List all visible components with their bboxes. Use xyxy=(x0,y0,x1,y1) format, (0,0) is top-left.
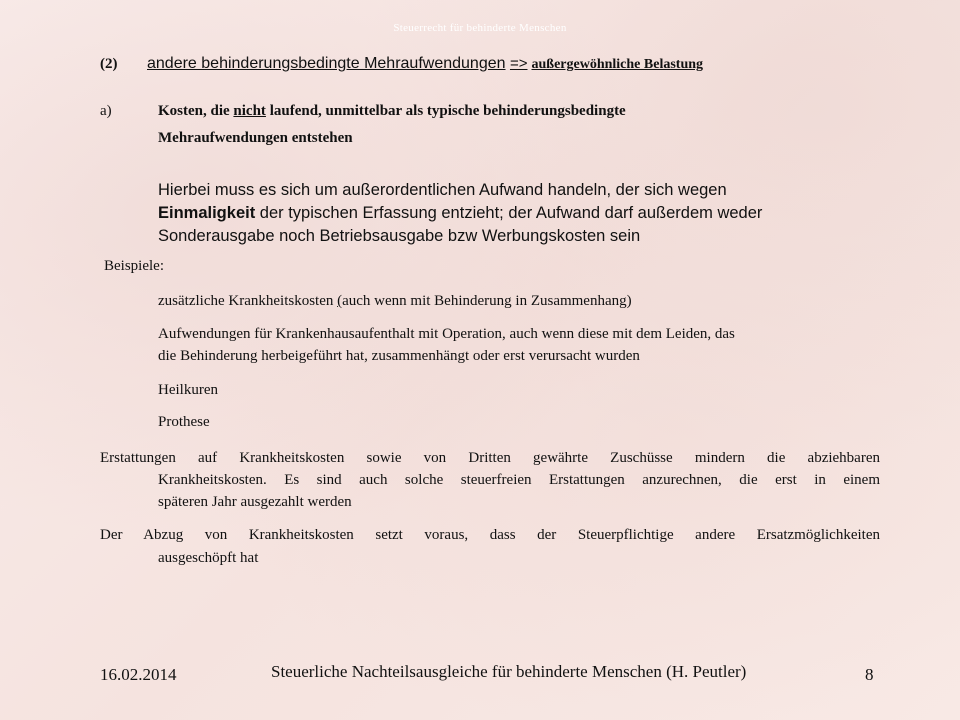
section-heading xyxy=(100,55,870,73)
subsection-title-line-1 xyxy=(158,103,626,120)
note-1-line-3: späteren Jahr ausgezahlt werden xyxy=(158,494,352,510)
note-2-line-2: ausgeschöpft hat xyxy=(158,550,259,566)
note-2-line-1: Der Abzug von Krankheitskosten setzt voraus, dass der Steuerpflichtige andere Ersatzmöglichkeiten xyxy=(100,527,880,543)
paragraph-line-1: Hierbei muss es sich um außerordentlichen Aufwand handeln, der sich wegen xyxy=(158,181,727,199)
heading-result-text: außergewöhnliche Belastung xyxy=(531,57,704,72)
paragraph-text: der typischen Erfassung entzieht; der Aufwand darf außerdem weder xyxy=(255,204,763,222)
paragraph-bold-term: Einmaligkeit xyxy=(158,204,256,222)
example-paren: ( xyxy=(337,293,343,309)
slide-header-text: Steuerrecht für behinderte Menschen xyxy=(393,22,567,34)
subsection-title-part: laufend, unmittelbar als typische behinderungsbedingte xyxy=(265,103,626,119)
example-text: zusätzliche Krankheitskosten xyxy=(158,293,338,309)
heading-arrow: => xyxy=(509,55,528,72)
example-item-3: Heilkuren xyxy=(158,382,218,398)
example-item-1 xyxy=(158,293,632,310)
footer-date: 16.02.2014 xyxy=(100,665,177,684)
subsection-label: a) xyxy=(100,103,112,119)
example-item-2-line-2: die Behinderung herbeigeführt hat, zusammenhängt oder erst verursacht wurden xyxy=(158,348,640,364)
example-item-4: Prothese xyxy=(158,414,210,430)
heading-number: (2) xyxy=(100,56,118,72)
footer-page-number: 8 xyxy=(865,665,874,684)
paragraph-line-2 xyxy=(158,204,762,223)
example-text: auch wenn mit Behinderung in Zusammenhang) xyxy=(342,293,632,309)
footer-title: Steuerliche Nachteilsausgleiche für behinderte Menschen (H. Peutler) xyxy=(271,662,747,681)
example-item-2-line-1: Aufwendungen für Krankenhausaufenthalt mit Operation, auch wenn diese mit dem Leiden, das xyxy=(158,326,735,342)
note-1-line-2: Krankheitskosten. Es sind auch solche steuerfreien Erstattungen anzurechnen, die erst in einem xyxy=(158,472,880,488)
paragraph-line-3: Sonderausgabe noch Betriebsausgabe bzw Werbungskosten sein xyxy=(158,227,641,245)
note-1-line-1: Erstattungen auf Krankheitskosten sowie von Dritten gewährte Zuschüsse mindern die abziehbaren xyxy=(100,450,880,466)
subsection-title-part: Kosten, die xyxy=(158,103,234,119)
subsection-title-emphasis: nicht xyxy=(233,103,266,119)
heading-main-text: andere behinderungsbedingte Mehraufwendungen xyxy=(147,55,506,72)
examples-label: Beispiele: xyxy=(104,258,164,274)
subsection-title-line-2: Mehraufwendungen entstehen xyxy=(158,130,353,146)
